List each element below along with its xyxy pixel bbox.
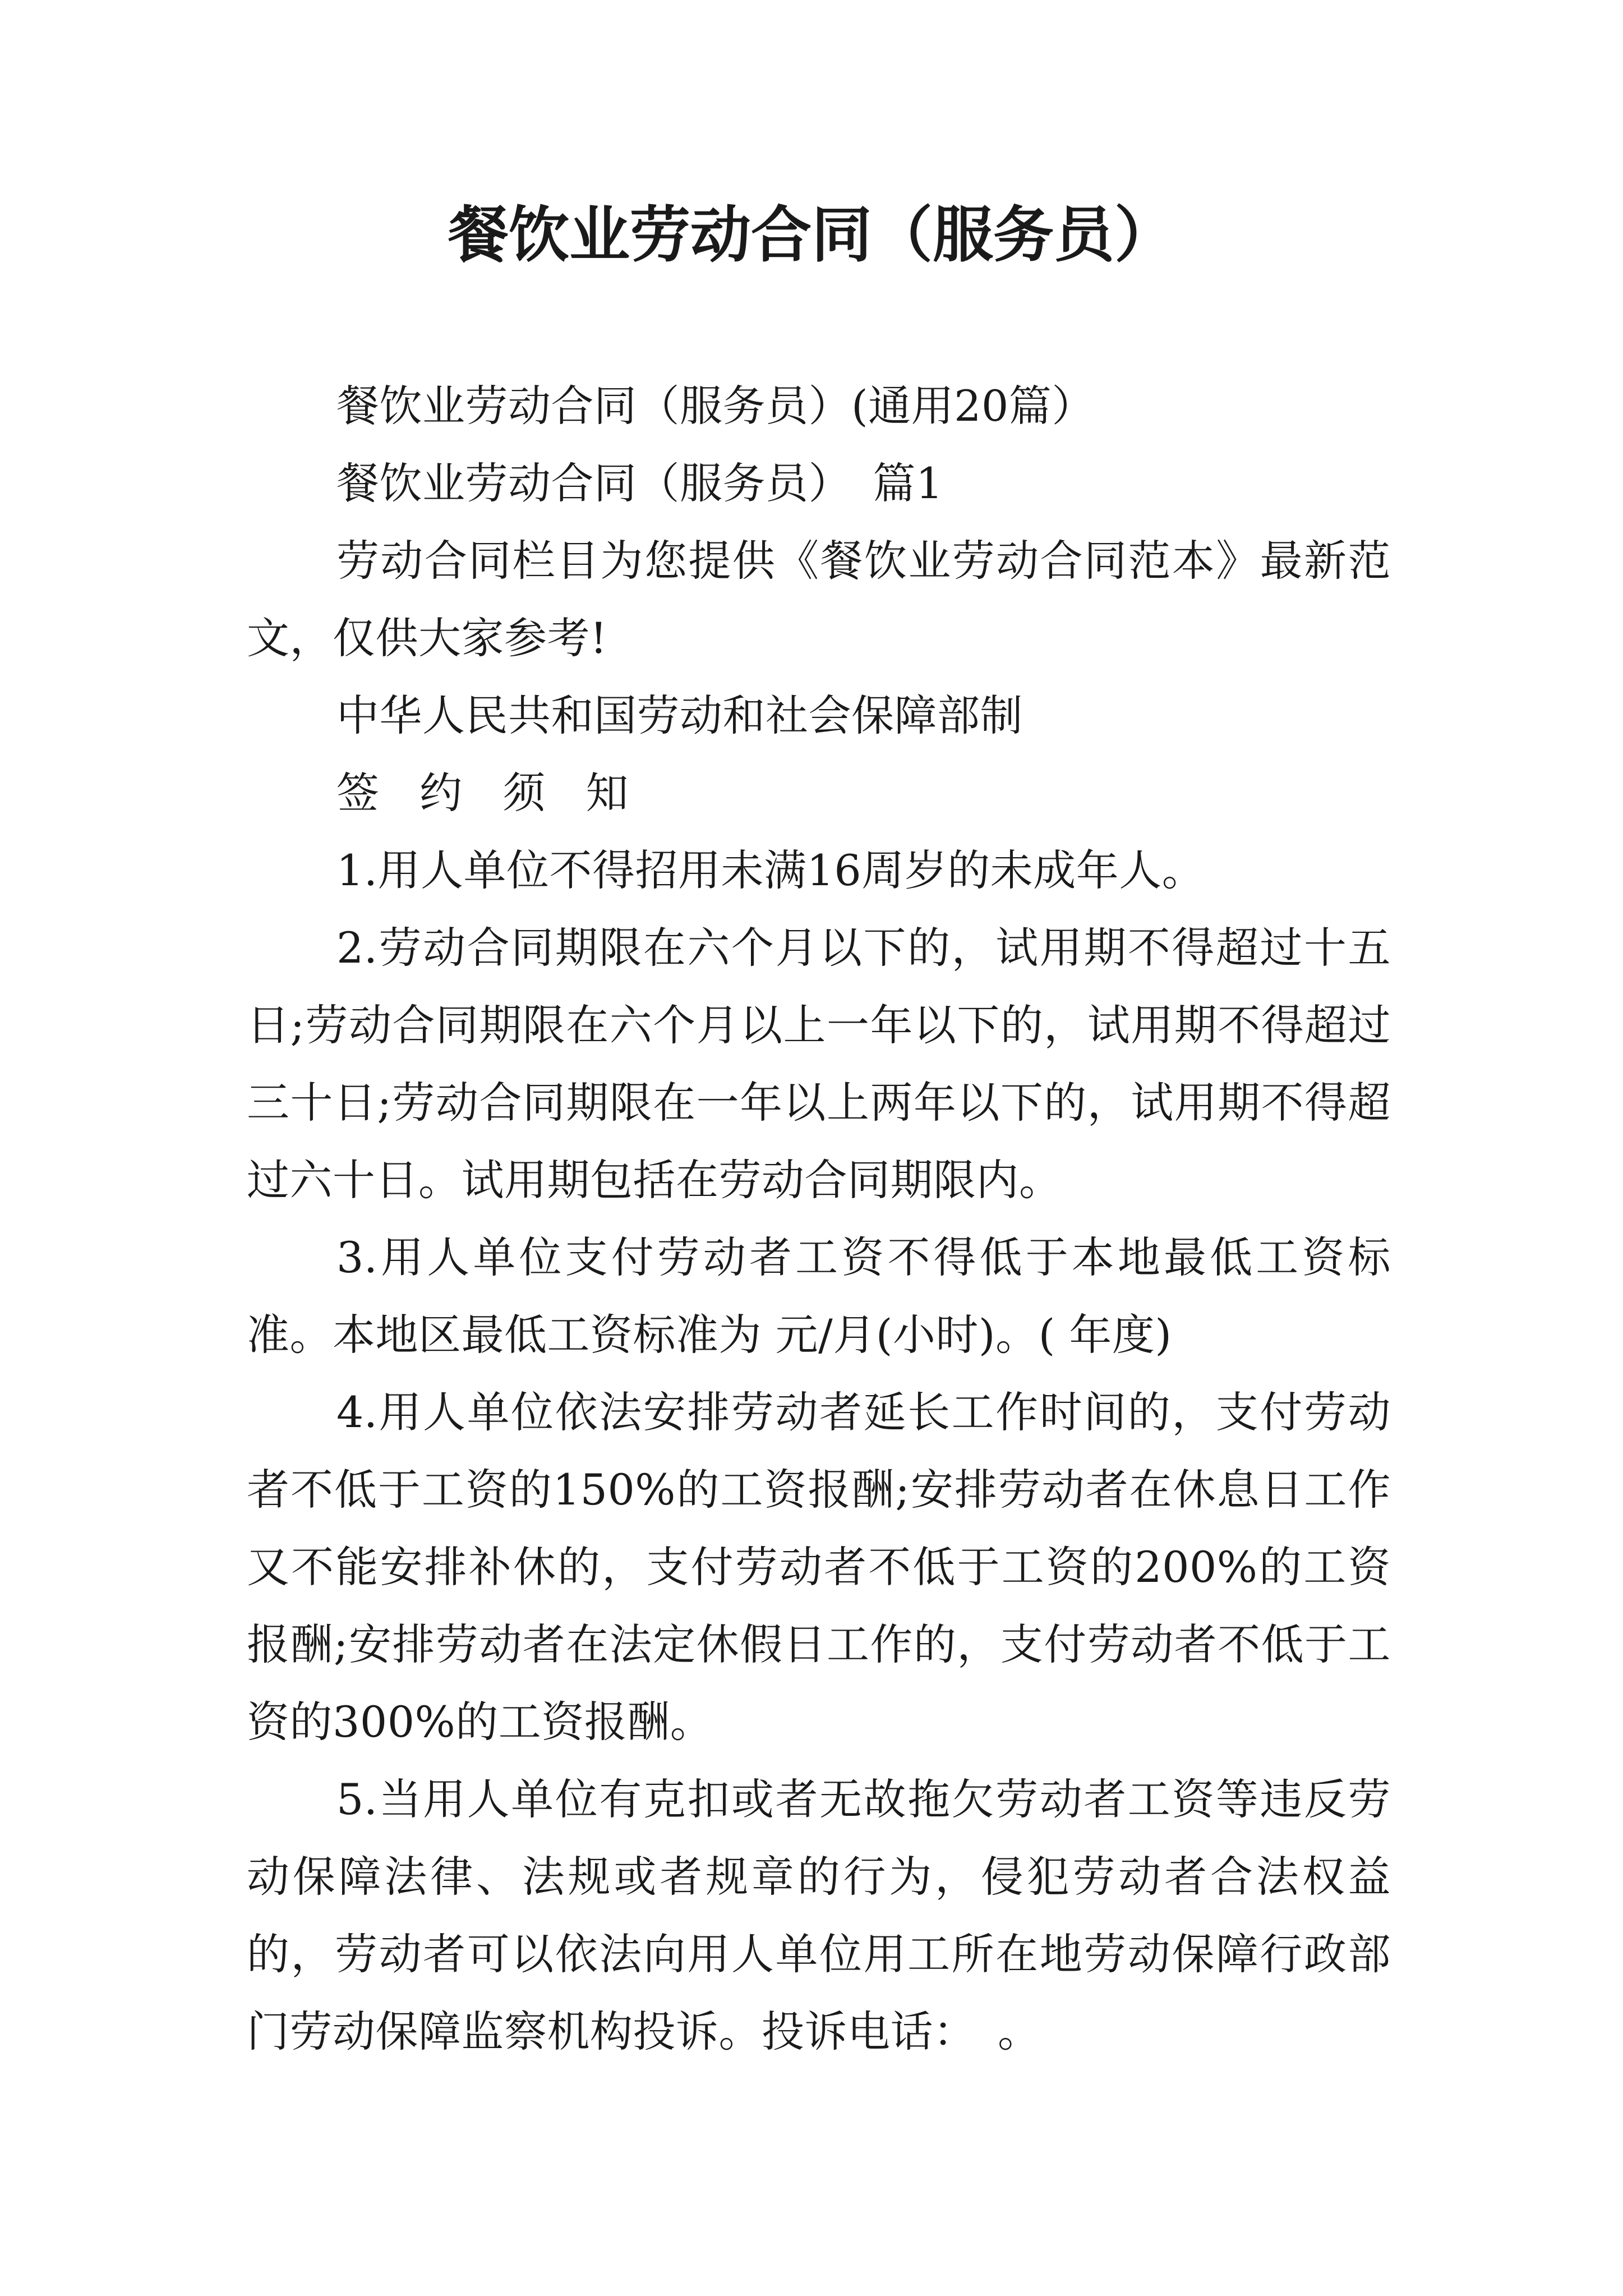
notice-heading: 签 约 须 知: [336, 768, 642, 818]
intro-paragraph: 劳动合同栏目为您提供《餐饮业劳动合同范本》最新范文，仅供大家参考!: [247, 536, 1391, 663]
clause-3: 3.用人单位支付劳动者工资不得低于本地最低工资标准。本地区最低工资标准为 元/月(小时)。( 年度): [247, 1232, 1391, 1360]
issuer-line: 中华人民共和国劳动和社会保障部制: [336, 691, 1023, 740]
clause-2: 2.劳动合同期限在六个月以下的，试用期不得超过十五日;劳动合同期限在六个月以上一年以下的，试用期不得超过三十日;劳动合同期限在一年以上两年以下的，试用期不得超过六十日。试用期包括在劳动合同期限内。: [247, 923, 1391, 1205]
clause-5: 5.当用人单位有克扣或者无故拖欠劳动者工资等违反劳动保障法律、法规或者规章的行为，侵犯劳动者合法权益的，劳动者可以依法向用人单位用工所在地劳动保障行政部门劳动保障监察机构投诉。投诉电话： 。: [247, 1774, 1391, 2056]
subtitle-paragraph: 餐饮业劳动合同（服务员）(通用20篇）: [336, 381, 1095, 431]
clause-1: 1.用人单位不得招用未满16周岁的未成年人。: [336, 845, 1205, 895]
section-heading: 餐饮业劳动合同（服务员） 篇1: [336, 458, 943, 508]
document-body: [247, 367, 1391, 2070]
document-title: 餐饮业劳动合同（服务员）: [448, 200, 1175, 270]
clause-4: 4.用人单位依法安排劳动者延长工作时间的，支付劳动者不低于工资的150%的工资报酬;安排劳动者在休息日工作又不能安排补休的，支付劳动者不低于工资的200%的工资报酬;安排劳动者在法定休假日工作的，支付劳动者不低于工资的300%的工资报酬。: [247, 1387, 1391, 1747]
